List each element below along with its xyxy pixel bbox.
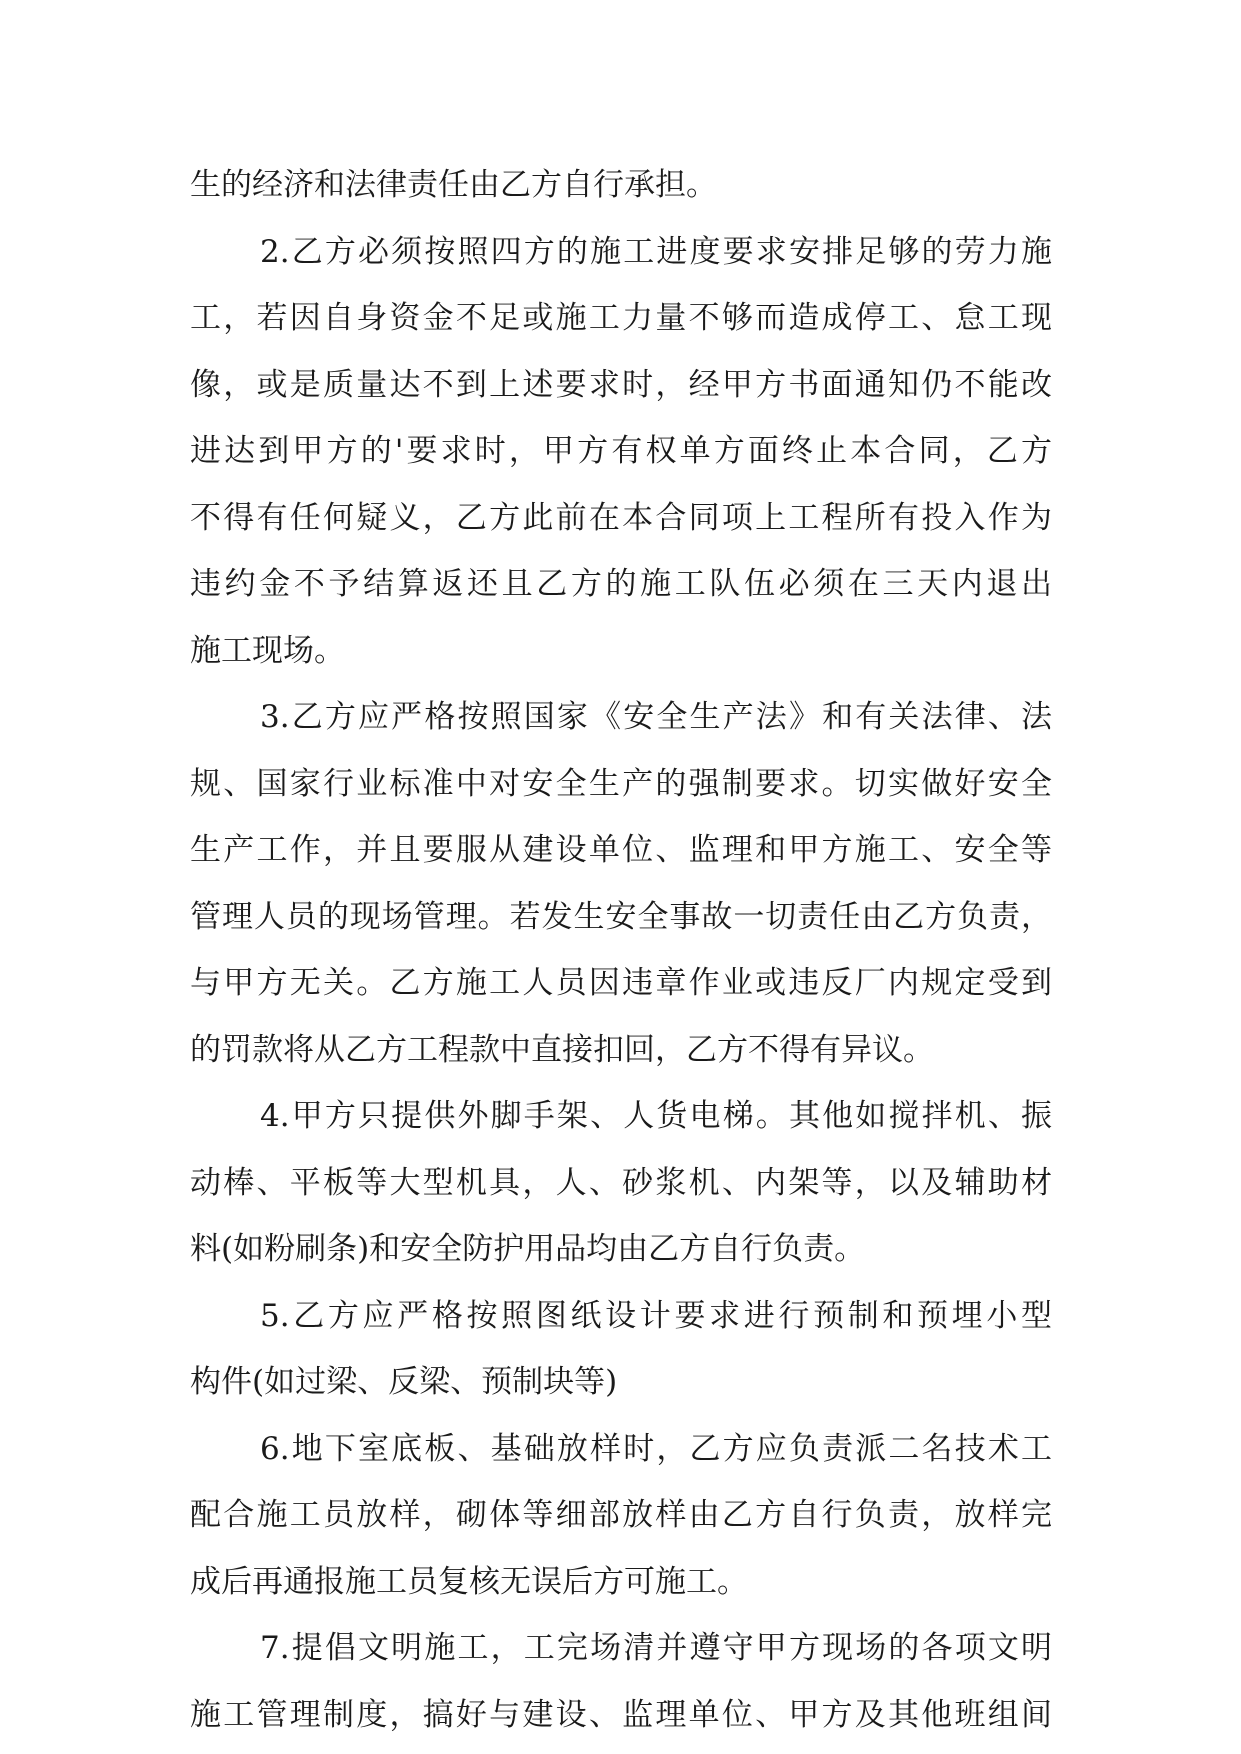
text-line: 违约金不予结算返还且乙方的施工队伍必须在三天内退出 [190,566,1052,602]
text-line: 料(如粉刷条)和安全防护用品均由乙方自行负责。 [190,1231,866,1267]
text-line: 动棒、平板等大型机具，人、砂浆机、内架等，以及辅助材 [190,1164,1052,1201]
text-line: 工，若因自身资金不足或施工力量不够而造成停工、怠工现 [190,300,1052,336]
text-line: 像，或是质量达不到上述要求时，经甲方书面通知仍不能改 [190,366,1052,403]
text-line: 生产工作，并且要服从建设单位、监理和甲方施工、安全等 [190,832,1052,868]
text-line: 3.乙方应严格按照国家《安全生产法》和有关法律、法 [260,699,1052,735]
text-line: 施工管理制度，搞好与建设、监理单位、甲方及其他班组间 [190,1696,1052,1733]
text-line: 5.乙方应严格按照图纸设计要求进行预制和预埋小型 [260,1297,1052,1334]
text-line: 的罚款将从乙方工程款中直接扣回，乙方不得有异议。 [190,1031,934,1068]
text-line: 与甲方无关。乙方施工人员因违章作业或违反厂内规定受到 [190,965,1052,1001]
text-line: 不得有任何疑义，乙方此前在本合同项上工程所有投入作为 [190,499,1052,536]
text-line: 生的经济和法律责任由乙方自行承担。 [190,167,717,203]
text-line: 管理人员的现场管理。若发生安全事故一切责任由乙方负责， [190,898,1052,935]
document-body [190,152,1052,1748]
text-line: 进达到甲方的'要求时，甲方有权单方面终止本合同，乙方 [190,433,1052,469]
text-line: 配合施工员放样，砌体等细部放样由乙方自行负责，放样完 [190,1497,1052,1533]
text-line: 7.提倡文明施工，工完场清并遵守甲方现场的各项文明 [260,1630,1052,1666]
text-line: 构件(如过梁、反梁、预制块等) [190,1364,618,1400]
text-line: 成后再通报施工员复核无误后方可施工。 [190,1563,748,1600]
text-line: 4.甲方只提供外脚手架、人货电梯。其他如搅拌机、振 [260,1098,1052,1134]
text-line: 施工现场。 [190,632,345,669]
text-line: 6.地下室底板、基础放样时，乙方应负责派二名技术工 [260,1430,1052,1467]
text-line: 规、国家行业标准中对安全生产的强制要求。切实做好安全 [190,765,1052,802]
text-line: 2.乙方必须按照四方的施工进度要求安排足够的劳力施 [260,233,1052,270]
